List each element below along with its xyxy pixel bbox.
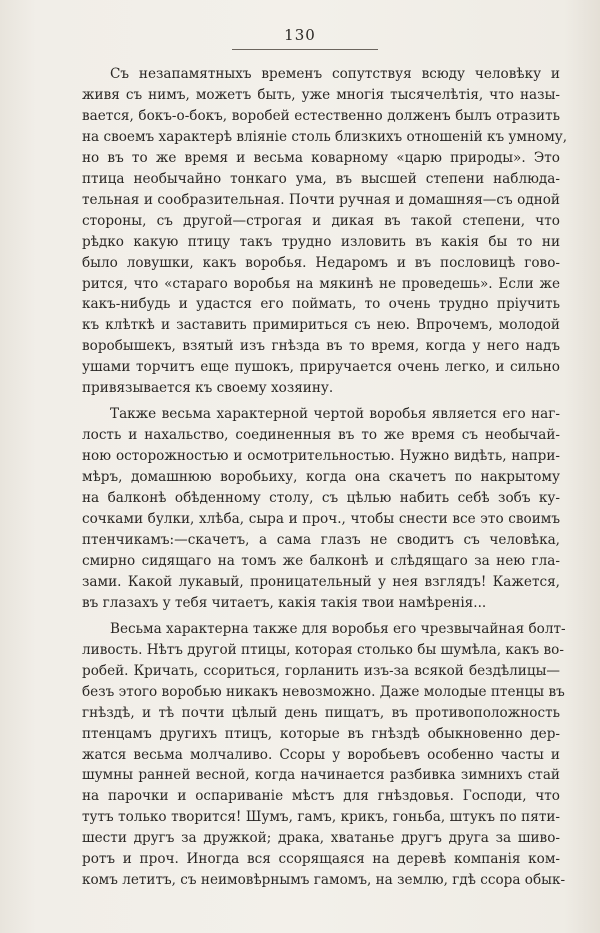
text-line: птенчикамъ:—скачетъ, а сама глазъ не сводитъ съ человѣка, (82, 531, 560, 548)
text-line: безъ этого воробью никакъ невозможно. Даже молодые птенцы въ (82, 683, 565, 700)
text-line: птенцамъ другихъ птицъ, которые въ гнѣздѣ обыкновенно дер- (82, 725, 560, 742)
body-text (82, 64, 568, 891)
text-line: гнѣздѣ, и тѣ почти цѣлый день пищатъ, въ противоположность (82, 704, 560, 721)
text-line: робей. Кричать, ссориться, горланить изъ-за всякой бездѣлицы— (82, 662, 560, 679)
text-line: тельная и сообразительная. Почти ручная и домашняя—съ одной (82, 191, 560, 208)
text-line: вается, бокъ-о-бокъ, воробей естественно долженъ былъ отразить (82, 107, 560, 124)
text-line: воробышекъ, взятый изъ гнѣзда въ то время, когда у него надъ (82, 338, 560, 355)
text-line: стороны, съ другой—строгая и дикая въ такой степени, что (82, 212, 560, 229)
text-line: на парочки и оспариваніе мѣстъ для гнѣздовья. Господи, что (82, 788, 560, 805)
text-line: Также весьма характерной чертой воробья является его наг- (110, 406, 560, 423)
text-line: къ клѣткѣ и заставить примириться съ нею. Впрочемъ, молодой (82, 317, 560, 334)
header-rule (232, 49, 378, 50)
paragraph (82, 619, 566, 891)
text-line: мѣръ, домашнюю воробьиху, когда она скачетъ по накрытому (82, 469, 560, 486)
text-line: сочками булки, хлѣба, сыра и проч., чтобы снести все это своимъ (82, 511, 560, 528)
text-line: привязывается къ своему хозяину. (82, 380, 334, 397)
text-line: живя съ нимъ, можетъ быть, уже многія тысячелѣтія, что назы- (82, 86, 560, 103)
text-line: на балконѣ обѣденному столу, съ цѣлью набить себѣ зобъ ку- (82, 490, 560, 507)
text-line: шумны ранней весной, когда начинается разбивка зимнихъ стай (82, 767, 560, 784)
text-line: жатся весьма молчаливо. Ссоры у воробьевъ особенно часты и (82, 746, 560, 763)
paragraph (82, 404, 560, 614)
text-line: въ глазахъ у тебя читаетъ, какія такія твои намѣренія... (82, 594, 487, 611)
text-line: лость и нахальство, соединенныя въ то же время съ необычай- (82, 427, 560, 444)
text-line: комъ летитъ, съ неимовѣрнымъ гамомъ, на землю, гдѣ ссора обык- (82, 872, 566, 889)
text-line: ливость. Нѣтъ другой птицы, которая столько бы шумѣла, какъ во- (82, 641, 564, 658)
text-line: рѣдко какую птицу такъ трудно изловить въ какія бы то ни (82, 233, 560, 250)
text-line: было ловушки, какъ воробья. Недаромъ и въ пословицѣ гово- (82, 254, 560, 271)
text-line: птица необычайно тонкаго ума, въ высшей степени наблюда- (82, 170, 560, 187)
text-line: тутъ только творится! Шумъ, гамъ, крикъ, гоньба, штукъ по пяти- (82, 809, 560, 826)
text-line: шести другъ за дружкой; драка, хватанье другъ друга за шиво- (82, 830, 560, 847)
text-line: ушами торчитъ еще пушокъ, приручается очень легко, и сильно (82, 359, 560, 376)
text-line: какъ-нибудь и удастся его поймать, то очень трудно пріучить (82, 296, 560, 313)
text-line: но въ то же время и весьма коварному «царю природы». Это (82, 149, 560, 166)
text-line: Весьма характерна также для воробья его чрезвычайная болт- (110, 620, 566, 637)
text-line: смирно сидящаго на томъ же балконѣ и слѣдящаго за нею гла- (82, 552, 560, 569)
text-line: зами. Какой лукавый, проницательный у нея взглядъ! Кажется, (82, 573, 560, 590)
text-line: на своемъ характерѣ вліяніе столь близкихъ отношеній къ умному, (82, 128, 568, 145)
text-line: ною осторожностью и осмотрительностью. Нужно видѣть, напри- (82, 448, 560, 465)
paragraph (82, 64, 568, 399)
text-line: рится, что «стараго воробья на мякинѣ не проведешь». Если же (82, 275, 560, 292)
text-line: Съ незапамятныхъ временъ сопутствуя всюду человѣку и (110, 66, 560, 82)
page-number: 130 (284, 26, 316, 44)
text-line: ротъ и проч. Иногда вся ссорящаяся на деревѣ компанія ком- (82, 851, 560, 868)
